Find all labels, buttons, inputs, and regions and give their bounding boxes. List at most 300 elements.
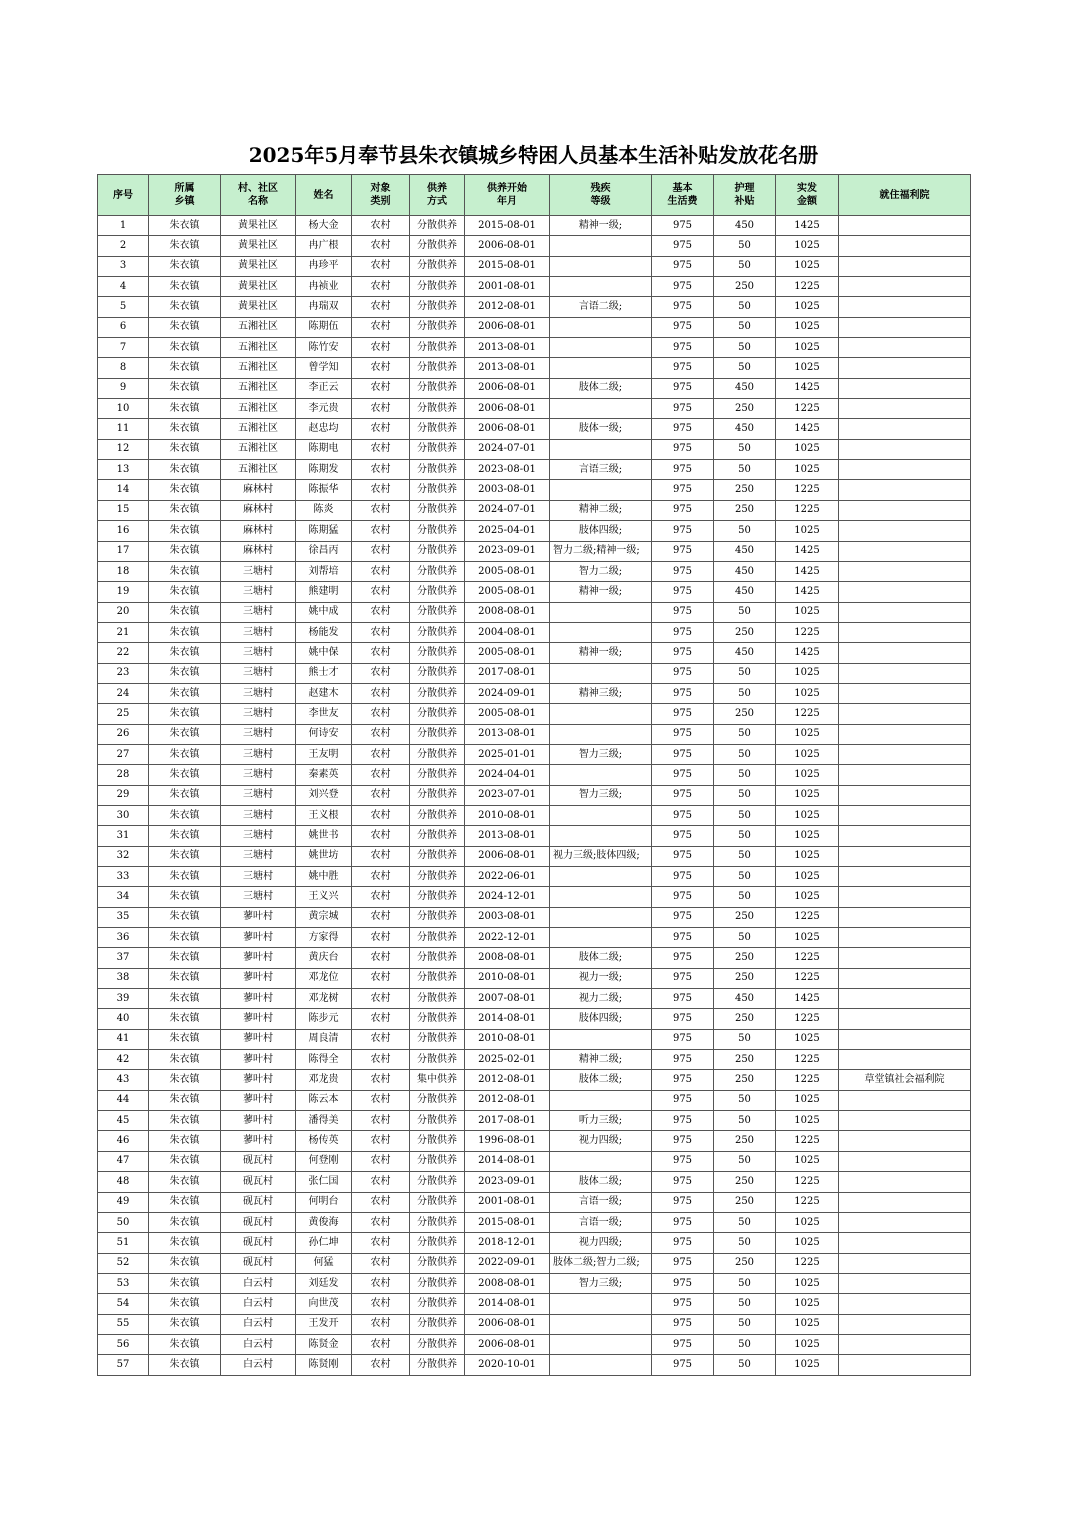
table-cell: 37 xyxy=(98,948,149,968)
table-cell xyxy=(839,683,971,703)
table-cell: 33 xyxy=(98,867,149,887)
table-cell: 250 xyxy=(714,948,776,968)
table-cell: 2006-08-01 xyxy=(465,378,550,398)
table-cell: 1225 xyxy=(776,907,839,927)
table-row xyxy=(98,277,971,297)
table-cell: 2018-12-01 xyxy=(465,1233,550,1253)
table-cell: 何明台 xyxy=(296,1192,352,1212)
table-cell: 麻林村 xyxy=(221,480,296,500)
table-row xyxy=(98,317,971,337)
column-header: 序号 xyxy=(98,175,149,216)
table-row xyxy=(98,663,971,683)
table-cell: 250 xyxy=(714,1070,776,1090)
table-row xyxy=(98,643,971,663)
table-cell: 16 xyxy=(98,521,149,541)
table-cell xyxy=(839,236,971,256)
table-row xyxy=(98,928,971,948)
table-cell: 975 xyxy=(652,602,714,622)
table-cell: 农村 xyxy=(352,663,410,683)
table-cell: 2015-08-01 xyxy=(465,216,550,236)
table-cell: 农村 xyxy=(352,683,410,703)
table-cell: 三塘村 xyxy=(221,602,296,622)
table-cell: 2024-07-01 xyxy=(465,439,550,459)
table-cell: 三塘村 xyxy=(221,582,296,602)
table-cell: 975 xyxy=(652,1131,714,1151)
table-cell xyxy=(839,1151,971,1171)
table-cell: 2001-08-01 xyxy=(465,1192,550,1212)
table-cell: 朱衣镇 xyxy=(149,724,221,744)
table-cell: 56 xyxy=(98,1334,149,1354)
table-cell xyxy=(550,399,652,419)
table-cell: 18 xyxy=(98,561,149,581)
table-cell xyxy=(839,1212,971,1232)
table-cell: 智力三级; xyxy=(550,785,652,805)
table-cell: 9 xyxy=(98,378,149,398)
table-cell: 2024-07-01 xyxy=(465,500,550,520)
table-cell: 250 xyxy=(714,277,776,297)
table-cell: 分散供养 xyxy=(410,846,465,866)
table-cell: 1425 xyxy=(776,541,839,561)
table-cell: 朱衣镇 xyxy=(149,582,221,602)
table-cell: 五湘社区 xyxy=(221,378,296,398)
column-header: 残疾 等级 xyxy=(550,175,652,216)
table-cell: 朱衣镇 xyxy=(149,277,221,297)
table-row xyxy=(98,765,971,785)
table-cell: 1025 xyxy=(776,887,839,907)
table-cell xyxy=(550,704,652,724)
table-cell: 1425 xyxy=(776,216,839,236)
table-cell: 陈期发 xyxy=(296,460,352,480)
table-cell: 40 xyxy=(98,1009,149,1029)
table-cell: 975 xyxy=(652,1314,714,1334)
table-cell: 975 xyxy=(652,968,714,988)
table-cell: 1225 xyxy=(776,1070,839,1090)
table-cell: 白云村 xyxy=(221,1314,296,1334)
table-row xyxy=(98,399,971,419)
table-cell: 1025 xyxy=(776,1355,839,1375)
page-title: 2025年5月奉节县朱衣镇城乡特困人员基本生活补贴发放花名册 xyxy=(248,143,819,167)
table-cell: 姚中保 xyxy=(296,643,352,663)
table-cell: 潘得美 xyxy=(296,1111,352,1131)
table-cell: 朱衣镇 xyxy=(149,480,221,500)
table-cell: 分散供养 xyxy=(410,297,465,317)
table-cell xyxy=(839,1314,971,1334)
table-row xyxy=(98,1029,971,1049)
table-cell: 450 xyxy=(714,541,776,561)
table-cell: 975 xyxy=(652,439,714,459)
table-cell: 975 xyxy=(652,1009,714,1029)
table-cell xyxy=(839,1090,971,1110)
table-cell: 50 xyxy=(714,1355,776,1375)
table-cell: 陈振华 xyxy=(296,480,352,500)
table-cell: 五湘社区 xyxy=(221,439,296,459)
table-cell: 975 xyxy=(652,928,714,948)
table-cell: 2003-08-01 xyxy=(465,480,550,500)
table-row xyxy=(98,480,971,500)
table-cell xyxy=(550,277,652,297)
table-cell: 46 xyxy=(98,1131,149,1151)
table-row xyxy=(98,1009,971,1029)
table-cell: 12 xyxy=(98,439,149,459)
table-cell: 2013-08-01 xyxy=(465,724,550,744)
table-cell: 蓼叶村 xyxy=(221,1070,296,1090)
table-cell: 975 xyxy=(652,1334,714,1354)
table-cell xyxy=(839,338,971,358)
table-cell: 975 xyxy=(652,805,714,825)
table-cell: 蓼叶村 xyxy=(221,1111,296,1131)
table-cell xyxy=(839,561,971,581)
table-cell: 2024-09-01 xyxy=(465,683,550,703)
table-cell: 分散供养 xyxy=(410,1090,465,1110)
table-cell: 975 xyxy=(652,561,714,581)
table-cell: 975 xyxy=(652,500,714,520)
table-cell: 孙仁坤 xyxy=(296,1233,352,1253)
table-cell: 50 xyxy=(714,887,776,907)
table-cell: 分散供养 xyxy=(410,521,465,541)
table-cell: 智力三级; xyxy=(550,1273,652,1293)
table-cell: 2022-09-01 xyxy=(465,1253,550,1273)
table-cell: 三塘村 xyxy=(221,643,296,663)
table-cell: 1225 xyxy=(776,704,839,724)
table-cell: 姚世书 xyxy=(296,826,352,846)
table-cell: 分散供养 xyxy=(410,338,465,358)
table-cell: 分散供养 xyxy=(410,256,465,276)
table-cell xyxy=(839,744,971,764)
table-row xyxy=(98,989,971,1009)
table-cell xyxy=(839,1029,971,1049)
table-cell: 38 xyxy=(98,968,149,988)
table-cell: 李世友 xyxy=(296,704,352,724)
table-cell: 35 xyxy=(98,907,149,927)
table-cell: 言语二级; xyxy=(550,297,652,317)
table-cell: 1225 xyxy=(776,277,839,297)
table-cell: 2008-08-01 xyxy=(465,602,550,622)
table-cell: 1025 xyxy=(776,867,839,887)
table-cell: 农村 xyxy=(352,1294,410,1314)
table-cell xyxy=(839,887,971,907)
table-cell: 975 xyxy=(652,907,714,927)
table-cell: 975 xyxy=(652,541,714,561)
table-cell: 朱衣镇 xyxy=(149,1050,221,1070)
table-cell: 朱衣镇 xyxy=(149,1355,221,1375)
table-cell: 农村 xyxy=(352,297,410,317)
table-cell: 50 xyxy=(714,460,776,480)
table-row xyxy=(98,1212,971,1232)
table-cell: 23 xyxy=(98,663,149,683)
table-cell: 975 xyxy=(652,1172,714,1192)
table-cell: 麻林村 xyxy=(221,541,296,561)
table-cell: 50 xyxy=(714,1334,776,1354)
table-cell: 2024-12-01 xyxy=(465,887,550,907)
table-cell: 975 xyxy=(652,297,714,317)
table-cell: 邓龙树 xyxy=(296,989,352,1009)
table-cell: 蓼叶村 xyxy=(221,1131,296,1151)
table-cell: 7 xyxy=(98,338,149,358)
table-cell xyxy=(550,317,652,337)
table-cell: 精神一级; xyxy=(550,582,652,602)
table-cell: 14 xyxy=(98,480,149,500)
table-row xyxy=(98,846,971,866)
table-cell xyxy=(550,602,652,622)
table-row xyxy=(98,1253,971,1273)
table-cell: 三塘村 xyxy=(221,785,296,805)
table-cell: 975 xyxy=(652,277,714,297)
table-cell: 975 xyxy=(652,744,714,764)
table-cell: 分散供养 xyxy=(410,683,465,703)
table-cell: 麻林村 xyxy=(221,521,296,541)
table-cell: 2015-08-01 xyxy=(465,1212,550,1232)
table-cell xyxy=(839,521,971,541)
table-cell: 51 xyxy=(98,1233,149,1253)
table-cell: 分散供养 xyxy=(410,765,465,785)
table-cell: 朱衣镇 xyxy=(149,968,221,988)
table-cell: 975 xyxy=(652,989,714,1009)
table-cell: 44 xyxy=(98,1090,149,1110)
table-cell: 何猛 xyxy=(296,1253,352,1273)
table-cell: 五湘社区 xyxy=(221,399,296,419)
table-cell: 975 xyxy=(652,1355,714,1375)
table-cell: 刘兴登 xyxy=(296,785,352,805)
table-cell xyxy=(839,663,971,683)
table-row xyxy=(98,1273,971,1293)
table-cell: 975 xyxy=(652,460,714,480)
table-cell: 黄果社区 xyxy=(221,297,296,317)
table-cell: 250 xyxy=(714,622,776,642)
table-row xyxy=(98,561,971,581)
table-cell: 1225 xyxy=(776,480,839,500)
table-cell: 曾学知 xyxy=(296,358,352,378)
table-cell: 蓼叶村 xyxy=(221,948,296,968)
table-cell: 朱衣镇 xyxy=(149,1131,221,1151)
table-cell: 朱衣镇 xyxy=(149,378,221,398)
table-cell: 邓龙贵 xyxy=(296,1070,352,1090)
table-cell: 2022-06-01 xyxy=(465,867,550,887)
table-cell: 分散供养 xyxy=(410,378,465,398)
table-cell: 农村 xyxy=(352,1212,410,1232)
table-cell: 三塘村 xyxy=(221,663,296,683)
table-cell: 三塘村 xyxy=(221,683,296,703)
table-cell: 975 xyxy=(652,419,714,439)
table-cell: 三塘村 xyxy=(221,805,296,825)
table-cell xyxy=(550,724,652,744)
table-cell: 朱衣镇 xyxy=(149,785,221,805)
table-cell: 朱衣镇 xyxy=(149,683,221,703)
table-cell: 朱衣镇 xyxy=(149,907,221,927)
table-cell: 分散供养 xyxy=(410,236,465,256)
table-cell xyxy=(550,826,652,846)
table-cell: 砚瓦村 xyxy=(221,1172,296,1192)
table-cell: 农村 xyxy=(352,521,410,541)
table-cell xyxy=(839,460,971,480)
table-cell: 分散供养 xyxy=(410,582,465,602)
table-cell: 975 xyxy=(652,216,714,236)
table-cell: 黄果社区 xyxy=(221,236,296,256)
table-cell: 农村 xyxy=(352,887,410,907)
table-cell: 冉广根 xyxy=(296,236,352,256)
column-header: 供养开始 年月 xyxy=(465,175,550,216)
table-cell xyxy=(839,704,971,724)
table-cell: 975 xyxy=(652,521,714,541)
table-cell: 2006-08-01 xyxy=(465,1314,550,1334)
table-cell: 精神三级; xyxy=(550,683,652,703)
table-cell xyxy=(550,887,652,907)
table-cell xyxy=(839,968,971,988)
table-cell: 2005-08-01 xyxy=(465,582,550,602)
table-cell: 50 xyxy=(714,846,776,866)
table-cell: 250 xyxy=(714,1192,776,1212)
table-cell: 975 xyxy=(652,358,714,378)
table-cell: 49 xyxy=(98,1192,149,1212)
table-cell: 视力一级; xyxy=(550,968,652,988)
table-cell: 肢体二级; xyxy=(550,378,652,398)
table-cell: 农村 xyxy=(352,1334,410,1354)
table-cell: 朱衣镇 xyxy=(149,1314,221,1334)
table-cell xyxy=(550,1029,652,1049)
table-cell: 1225 xyxy=(776,1131,839,1151)
table-cell: 21 xyxy=(98,622,149,642)
table-cell: 朱衣镇 xyxy=(149,765,221,785)
table-cell: 1225 xyxy=(776,1253,839,1273)
table-cell: 30 xyxy=(98,805,149,825)
table-cell: 48 xyxy=(98,1172,149,1192)
table-cell: 农村 xyxy=(352,358,410,378)
table-cell: 分散供养 xyxy=(410,622,465,642)
table-cell: 朱衣镇 xyxy=(149,256,221,276)
table-cell: 分散供养 xyxy=(410,1273,465,1293)
table-cell: 分散供养 xyxy=(410,704,465,724)
table-cell: 农村 xyxy=(352,256,410,276)
table-row xyxy=(98,704,971,724)
table-cell: 分散供养 xyxy=(410,826,465,846)
table-cell: 975 xyxy=(652,622,714,642)
table-cell: 975 xyxy=(652,724,714,744)
table-cell: 2023-09-01 xyxy=(465,1172,550,1192)
table-cell: 2014-08-01 xyxy=(465,1009,550,1029)
table-cell: 农村 xyxy=(352,561,410,581)
table-cell: 2012-08-01 xyxy=(465,1070,550,1090)
table-cell: 2005-08-01 xyxy=(465,643,550,663)
column-header: 所属 乡镇 xyxy=(149,175,221,216)
table-cell: 1025 xyxy=(776,1233,839,1253)
table-cell: 1025 xyxy=(776,805,839,825)
subsidy-roster-table xyxy=(97,174,971,1376)
table-cell xyxy=(839,297,971,317)
table-cell xyxy=(550,1090,652,1110)
table-cell: 2012-08-01 xyxy=(465,1090,550,1110)
table-cell: 朱衣镇 xyxy=(149,1192,221,1212)
table-cell: 智力二级; xyxy=(550,561,652,581)
table-cell: 农村 xyxy=(352,1253,410,1273)
table-cell xyxy=(839,399,971,419)
table-cell: 50 xyxy=(714,785,776,805)
table-cell: 农村 xyxy=(352,989,410,1009)
table-cell: 三塘村 xyxy=(221,765,296,785)
table-cell: 徐昌丙 xyxy=(296,541,352,561)
table-cell: 50 xyxy=(714,1233,776,1253)
table-cell xyxy=(839,765,971,785)
table-cell: 50 xyxy=(714,683,776,703)
table-cell: 分散供养 xyxy=(410,317,465,337)
table-cell: 朱衣镇 xyxy=(149,1233,221,1253)
table-cell: 农村 xyxy=(352,541,410,561)
table-cell xyxy=(839,1253,971,1273)
column-header: 供养 方式 xyxy=(410,175,465,216)
table-cell: 50 xyxy=(714,338,776,358)
table-row xyxy=(98,1090,971,1110)
table-cell: 50 xyxy=(714,1151,776,1171)
table-cell: 1025 xyxy=(776,602,839,622)
table-cell: 2020-10-01 xyxy=(465,1355,550,1375)
table-cell xyxy=(839,602,971,622)
table-cell: 50 xyxy=(714,256,776,276)
table-cell: 2014-08-01 xyxy=(465,1294,550,1314)
table-cell: 陈步元 xyxy=(296,1009,352,1029)
table-cell: 三塘村 xyxy=(221,744,296,764)
table-cell xyxy=(550,1294,652,1314)
table-cell: 朱衣镇 xyxy=(149,948,221,968)
table-row xyxy=(98,887,971,907)
table-cell: 农村 xyxy=(352,643,410,663)
table-cell: 农村 xyxy=(352,439,410,459)
table-cell: 农村 xyxy=(352,744,410,764)
table-cell: 冉珍平 xyxy=(296,256,352,276)
table-row xyxy=(98,1050,971,1070)
table-cell: 朱衣镇 xyxy=(149,622,221,642)
table-cell: 975 xyxy=(652,1090,714,1110)
table-cell: 2015-08-01 xyxy=(465,256,550,276)
table-cell xyxy=(839,928,971,948)
table-cell xyxy=(550,256,652,276)
table-cell: 三塘村 xyxy=(221,887,296,907)
table-cell: 15 xyxy=(98,500,149,520)
table-cell: 975 xyxy=(652,846,714,866)
table-cell xyxy=(550,867,652,887)
table-cell: 975 xyxy=(652,1192,714,1212)
table-cell: 2010-08-01 xyxy=(465,968,550,988)
table-cell: 农村 xyxy=(352,460,410,480)
column-header: 实发 金额 xyxy=(776,175,839,216)
table-cell: 农村 xyxy=(352,317,410,337)
table-cell: 分散供养 xyxy=(410,1151,465,1171)
table-cell: 250 xyxy=(714,907,776,927)
table-cell: 分散供养 xyxy=(410,460,465,480)
table-cell: 陈云本 xyxy=(296,1090,352,1110)
table-cell: 朱衣镇 xyxy=(149,521,221,541)
table-cell: 2006-08-01 xyxy=(465,236,550,256)
table-cell: 陈得全 xyxy=(296,1050,352,1070)
table-cell: 朱衣镇 xyxy=(149,663,221,683)
table-cell: 1425 xyxy=(776,989,839,1009)
table-cell: 听力三级; xyxy=(550,1111,652,1131)
table-cell: 周良清 xyxy=(296,1029,352,1049)
table-cell: 三塘村 xyxy=(221,867,296,887)
table-row xyxy=(98,867,971,887)
table-cell: 13 xyxy=(98,460,149,480)
table-row xyxy=(98,785,971,805)
table-cell: 1225 xyxy=(776,1172,839,1192)
table-cell: 农村 xyxy=(352,846,410,866)
table-cell: 姚中成 xyxy=(296,602,352,622)
table-cell xyxy=(839,867,971,887)
table-cell: 250 xyxy=(714,480,776,500)
table-cell: 分散供养 xyxy=(410,1029,465,1049)
table-cell xyxy=(839,277,971,297)
table-cell: 朱衣镇 xyxy=(149,887,221,907)
table-cell: 1025 xyxy=(776,1212,839,1232)
table-cell: 27 xyxy=(98,744,149,764)
table-cell: 4 xyxy=(98,277,149,297)
table-cell: 朱衣镇 xyxy=(149,643,221,663)
